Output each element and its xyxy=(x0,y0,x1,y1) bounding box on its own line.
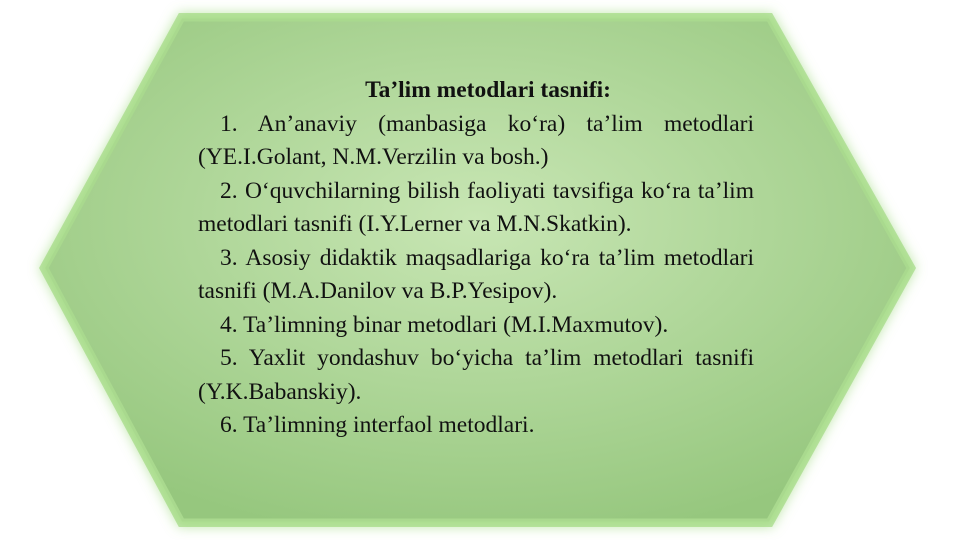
slide-title: Ta’lim metodlari tasnifi: xyxy=(365,77,611,103)
list-item: 2. O‘quvchilarning bilish faoliyati tavsifiga ko‘ra ta’lim metodlari tasnifi (I.Y.Lerner va M.N.Skatkin). xyxy=(198,177,754,237)
list-item: 3. Asosiy didaktik maqsadlariga ko‘ra ta’lim metodlari tasnifi (M.A.Danilov va B.P.Yesipov). xyxy=(198,244,754,304)
list-item: 6. Ta’limning interfaol metodlari. xyxy=(220,412,535,438)
list-item: 1. An’anaviy (manbasiga ko‘ra) ta’lim metodlari (YE.I.Golant, N.M.Verzilin va bosh.) xyxy=(198,110,754,170)
classification-text xyxy=(198,74,754,443)
list-item: 5. Yaxlit yondashuv bo‘yicha ta’lim metodlari tasnifi (Y.K.Babanskiy). xyxy=(198,345,754,405)
list-item: 4. Ta’limning binar metodlari (M.I.Maxmutov). xyxy=(220,311,669,338)
